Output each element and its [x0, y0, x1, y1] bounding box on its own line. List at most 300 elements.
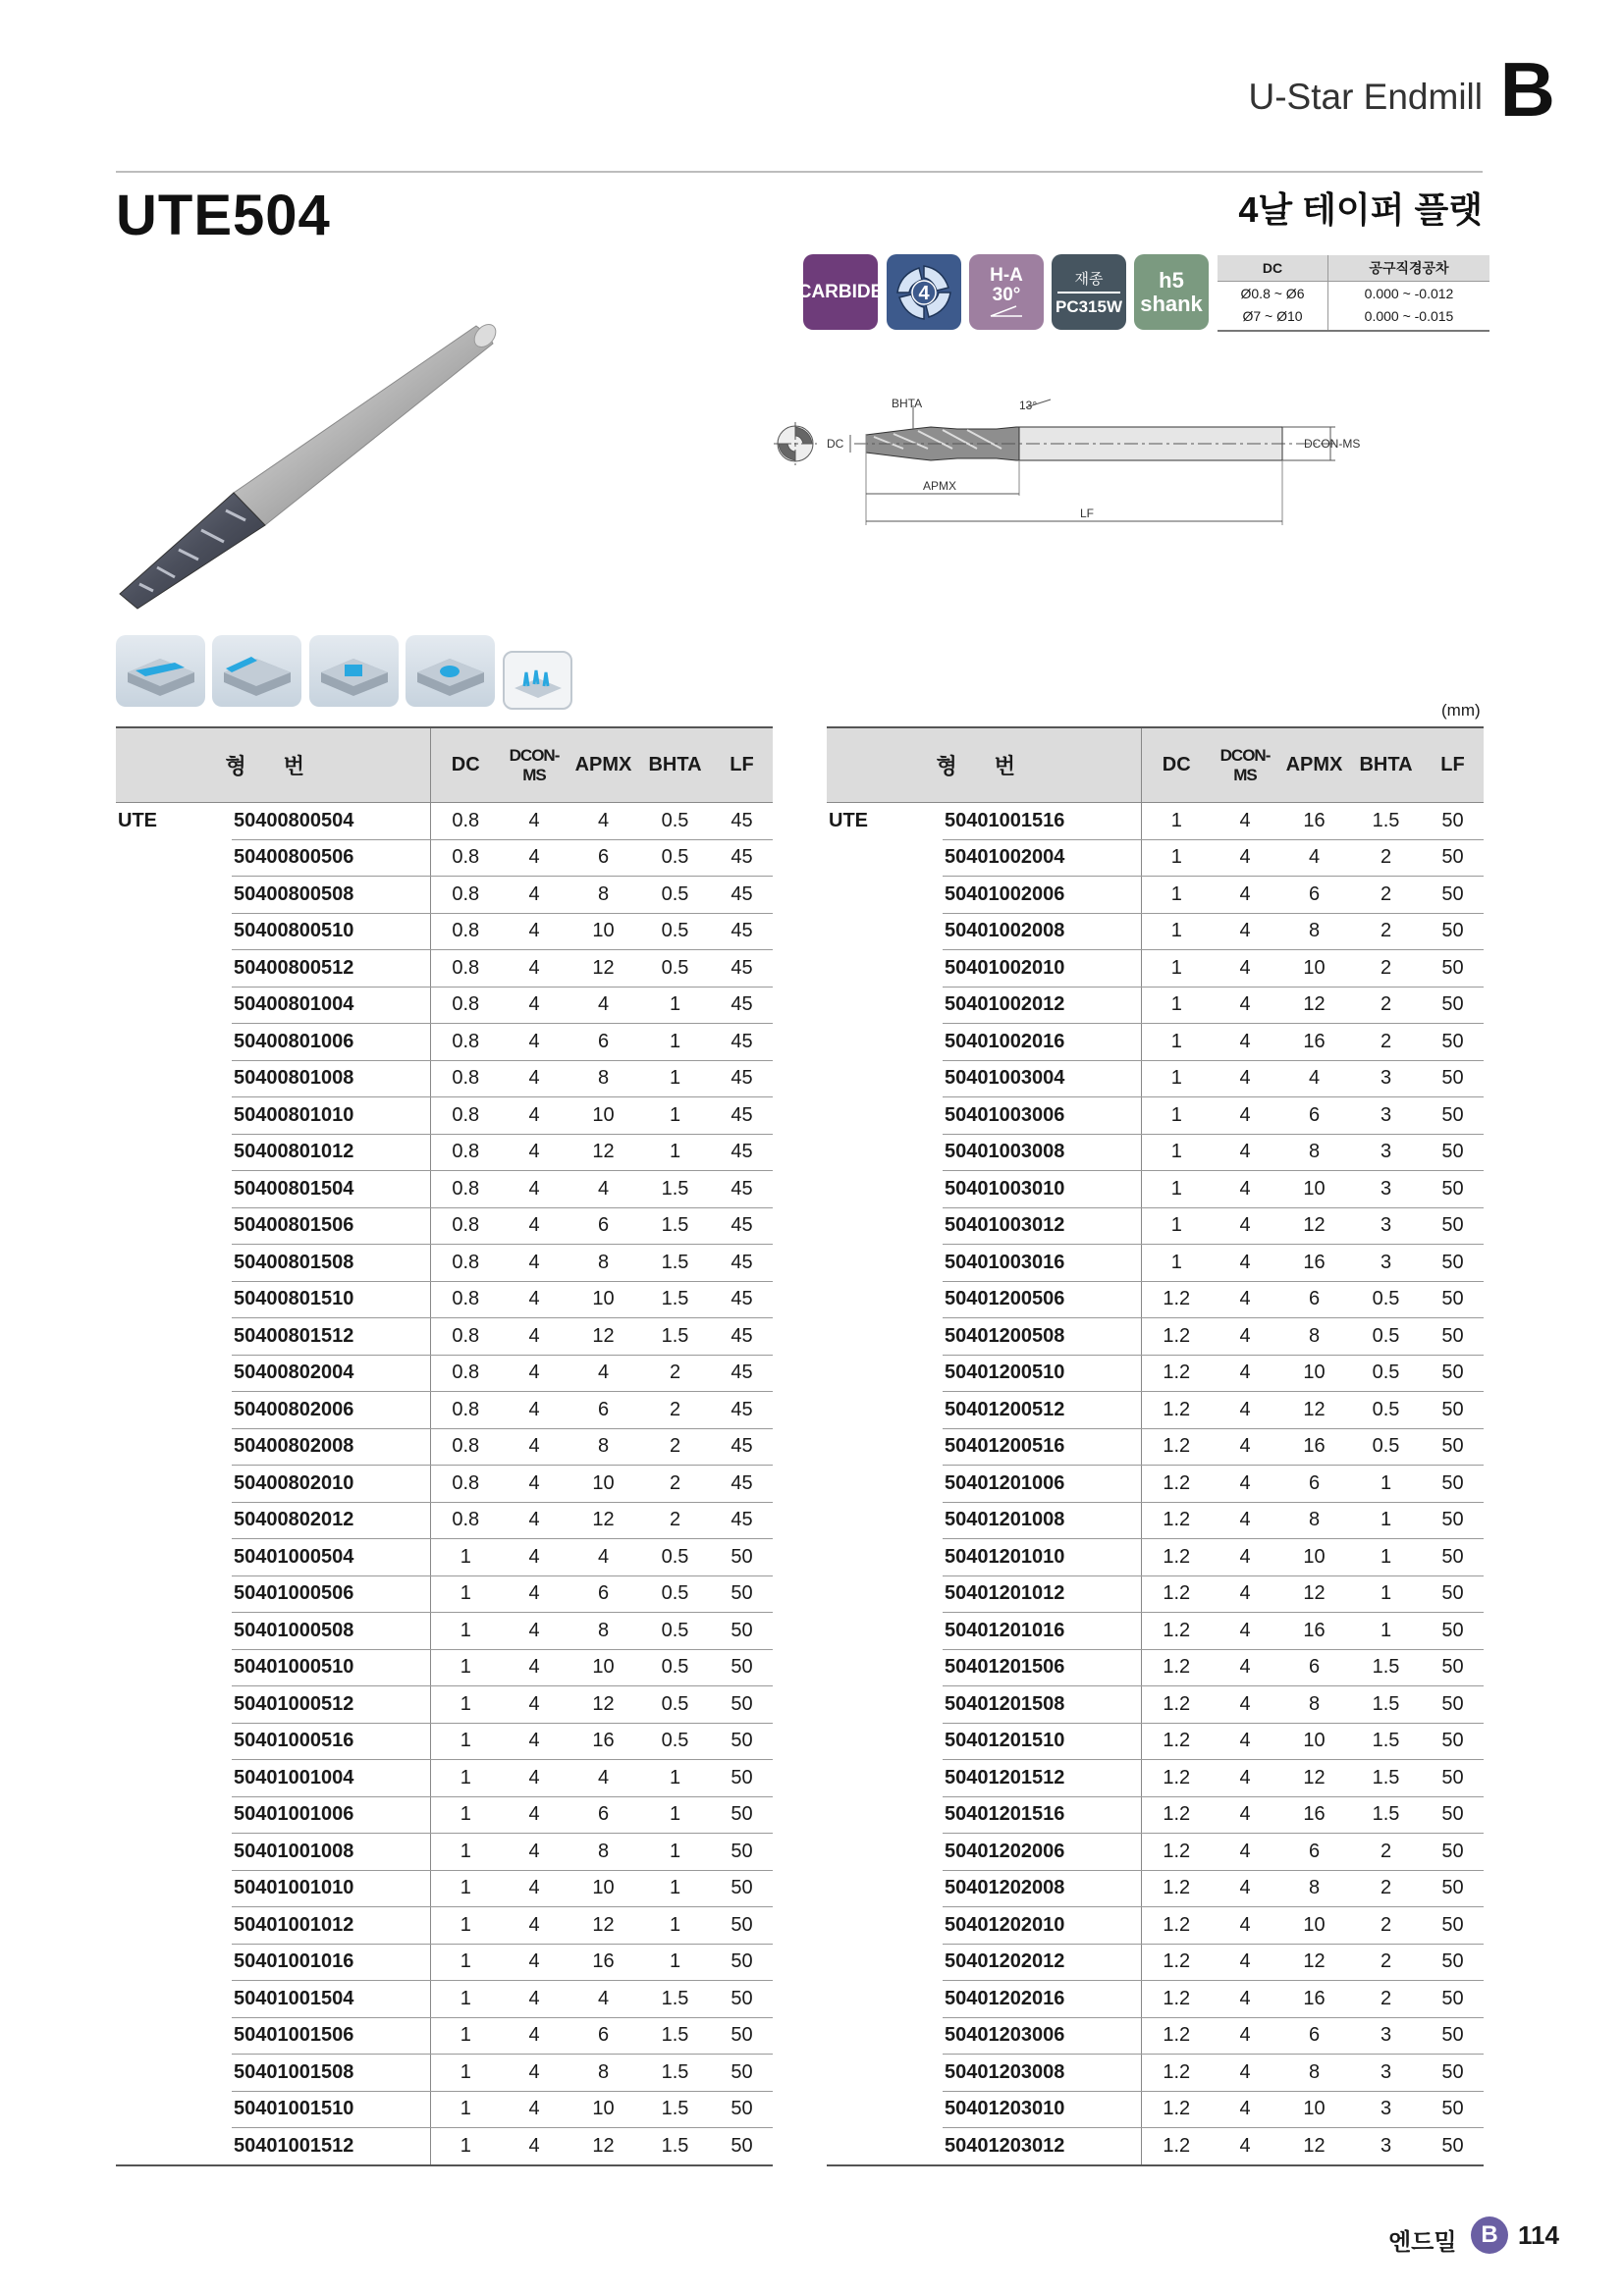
- code-cell: 50401003016: [943, 1245, 1141, 1282]
- code-cell: 50400802012: [232, 1502, 430, 1539]
- lf-cell: 50: [1422, 2017, 1484, 2055]
- dc-cell: 0.8: [430, 1318, 501, 1356]
- apmx-label: APMX: [923, 479, 957, 493]
- code-cell: 50401201516: [943, 1796, 1141, 1834]
- lf-cell: 50: [711, 2128, 773, 2165]
- code-cell: 50401201006: [943, 1466, 1141, 1503]
- table-row: [116, 913, 773, 950]
- dc-cell: 1: [1141, 1171, 1212, 1208]
- code-cell: 50400801504: [232, 1171, 430, 1208]
- dc-cell: 1: [430, 2128, 501, 2165]
- code-cell: 50401202008: [943, 1870, 1141, 1907]
- helix-label: H-A: [990, 264, 1023, 286]
- series-cell: [116, 2017, 232, 2055]
- dc-cell: 1.2: [1141, 1281, 1212, 1318]
- tolerance-header-range: 공구직경공차: [1328, 255, 1490, 282]
- bhta-cell: 2: [1350, 1907, 1422, 1945]
- apmx-cell: 4: [568, 987, 639, 1024]
- shank-label: shank: [1140, 291, 1203, 316]
- apmx-cell: 8: [1278, 1870, 1350, 1907]
- coating-grade-badge: [1052, 254, 1126, 330]
- bhta-cell: 0.5: [1350, 1318, 1422, 1356]
- bhta-cell: 1.5: [639, 2017, 711, 2055]
- lf-cell: 45: [711, 1392, 773, 1429]
- bhta-cell: 2: [1350, 1834, 1422, 1871]
- lf-cell: 45: [711, 839, 773, 877]
- series-cell: [827, 1097, 943, 1135]
- apmx-cell: 12: [568, 1134, 639, 1171]
- lf-cell: 50: [711, 1907, 773, 1945]
- bhta-cell: 1.5: [1350, 1723, 1422, 1760]
- lf-cell: 45: [711, 987, 773, 1024]
- dc-cell: 1.2: [1141, 1834, 1212, 1871]
- dcon-cell: 4: [1212, 1245, 1278, 1282]
- lf-cell: 50: [711, 2055, 773, 2092]
- bhta-cell: 1.5: [1350, 1796, 1422, 1834]
- apmx-cell: 6: [568, 1796, 639, 1834]
- table-row: [827, 1870, 1484, 1907]
- bhta-cell: 1: [639, 1760, 711, 1797]
- table-row: [827, 1171, 1484, 1208]
- apmx-cell: 8: [568, 1060, 639, 1097]
- series-cell: [827, 1245, 943, 1282]
- code-cell: 50400800506: [232, 839, 430, 877]
- code-cell: 50401002006: [943, 877, 1141, 914]
- series-cell: [116, 1318, 232, 1356]
- code-cell: 50401201012: [943, 1575, 1141, 1613]
- series-cell: [827, 1539, 943, 1576]
- code-cell: 50401001510: [232, 2091, 430, 2128]
- table-row: [116, 1944, 773, 1981]
- dc-cell: 1: [430, 1649, 501, 1686]
- bhta-cell: 2: [1350, 987, 1422, 1024]
- series-cell: [116, 1796, 232, 1834]
- dcon-cell: 4: [1212, 1649, 1278, 1686]
- series-cell: [116, 1870, 232, 1907]
- code-cell: 50401002012: [943, 987, 1141, 1024]
- lf-cell: 50: [711, 2017, 773, 2055]
- code-cell: 50401001504: [232, 1981, 430, 2018]
- dcon-cell: 4: [501, 1723, 568, 1760]
- pocket-icon: [309, 635, 399, 707]
- code-cell: 50401201008: [943, 1502, 1141, 1539]
- lf-cell: 50: [711, 1649, 773, 1686]
- lf-cell: 50: [1422, 1686, 1484, 1724]
- dc-cell: 1.2: [1141, 1318, 1212, 1356]
- code-cell: 50400801004: [232, 987, 430, 1024]
- dc-cell: 1.2: [1141, 1392, 1212, 1429]
- dcon-cell: 4: [1212, 987, 1278, 1024]
- series-cell: [116, 1392, 232, 1429]
- table-row: [116, 1539, 773, 1576]
- series-cell: [116, 1686, 232, 1724]
- code-cell: 50401200512: [943, 1392, 1141, 1429]
- dcon-cell: 4: [501, 1502, 568, 1539]
- dc-cell: 0.8: [430, 1355, 501, 1392]
- bhta-cell: 0.5: [639, 877, 711, 914]
- apmx-cell: 4: [568, 1171, 639, 1208]
- lf-cell: 45: [711, 1502, 773, 1539]
- dc-cell: 0.8: [430, 1060, 501, 1097]
- lf-cell: 50: [1422, 1723, 1484, 1760]
- series-cell: [116, 987, 232, 1024]
- code-cell: 50401202012: [943, 1944, 1141, 1981]
- table-row: [116, 1024, 773, 1061]
- dcon-cell: 4: [501, 1134, 568, 1171]
- lf-cell: 50: [711, 2091, 773, 2128]
- dc-cell: 1: [1141, 1245, 1212, 1282]
- product-subtitle: 4날 테이퍼 플랫: [1238, 189, 1483, 230]
- dc-cell: 1: [1141, 1207, 1212, 1245]
- code-cell: 50400801510: [232, 1281, 430, 1318]
- series-cell: [116, 877, 232, 914]
- code-cell: 50401202006: [943, 1834, 1141, 1871]
- bhta-cell: 0.5: [639, 1613, 711, 1650]
- apmx-cell: 6: [568, 1392, 639, 1429]
- table-row: [827, 1060, 1484, 1097]
- endmill-image: [108, 314, 511, 618]
- series-cell: [116, 1575, 232, 1613]
- apmx-cell: 16: [568, 1944, 639, 1981]
- apmx-cell: 8: [1278, 2055, 1350, 2092]
- series-cell: [116, 839, 232, 877]
- apmx-cell: 12: [568, 1907, 639, 1945]
- lf-cell: 50: [1422, 2128, 1484, 2165]
- dcon-cell: 4: [501, 1944, 568, 1981]
- end-view: [774, 422, 817, 465]
- code-cell: 50401000516: [232, 1723, 430, 1760]
- dcon-cell: 4: [501, 1392, 568, 1429]
- bhta-cell: 2: [1350, 839, 1422, 877]
- lf-cell: 50: [1422, 1428, 1484, 1466]
- section-letter: B: [1499, 46, 1555, 133]
- dc-cell: 1: [430, 1760, 501, 1797]
- dcon-cell: 4: [1212, 1907, 1278, 1945]
- header-model: 형 번: [827, 727, 1141, 803]
- table-row: [116, 877, 773, 914]
- dc-cell: 1: [430, 1870, 501, 1907]
- code-cell: 50400801506: [232, 1207, 430, 1245]
- table-row: [116, 2128, 773, 2165]
- apmx-cell: 4: [568, 803, 639, 840]
- bhta-cell: 1: [639, 987, 711, 1024]
- lf-cell: 50: [711, 1539, 773, 1576]
- dc-label: DC: [827, 437, 844, 451]
- apmx-cell: 12: [1278, 1944, 1350, 1981]
- series-cell: [827, 1428, 943, 1466]
- series-cell: [827, 1355, 943, 1392]
- dimension-drawing: [766, 388, 1394, 564]
- series-cell: [116, 913, 232, 950]
- series-cell: [116, 1723, 232, 1760]
- dcon-cell: 4: [501, 1024, 568, 1061]
- apmx-cell: 12: [1278, 987, 1350, 1024]
- bhta-cell: 1.5: [639, 1245, 711, 1282]
- table-row: [827, 1539, 1484, 1576]
- series-title: U-Star Endmill: [1248, 77, 1483, 117]
- header-dcon: DCON-MS: [501, 727, 568, 803]
- spec-table-right: [827, 726, 1484, 2166]
- dc-cell: 1: [430, 2055, 501, 2092]
- lf-cell: 50: [1422, 1466, 1484, 1503]
- dcon-cell: 4: [501, 1539, 568, 1576]
- series-cell: [827, 1760, 943, 1797]
- lf-cell: 45: [711, 950, 773, 988]
- dcon-cell: 4: [501, 1981, 568, 2018]
- apmx-cell: 12: [1278, 1392, 1350, 1429]
- bhta-cell: 0.5: [1350, 1428, 1422, 1466]
- apmx-cell: 6: [1278, 1466, 1350, 1503]
- series-cell: [827, 1207, 943, 1245]
- dc-cell: 1.2: [1141, 1613, 1212, 1650]
- bhta-cell: 2: [1350, 950, 1422, 988]
- code-cell: 50400802004: [232, 1355, 430, 1392]
- apmx-cell: 8: [568, 1428, 639, 1466]
- table-row: [827, 877, 1484, 914]
- dc-cell: 0.8: [430, 1392, 501, 1429]
- bhta-cell: 1.5: [1350, 1686, 1422, 1724]
- dcon-cell: 4: [1212, 1281, 1278, 1318]
- apmx-cell: 16: [568, 1723, 639, 1760]
- code-cell: 50401002010: [943, 950, 1141, 988]
- bhta-cell: 1.5: [639, 1171, 711, 1208]
- apmx-cell: 12: [1278, 1760, 1350, 1797]
- table-row: [116, 1870, 773, 1907]
- dcon-cell: 4: [501, 1207, 568, 1245]
- code-cell: 50401203006: [943, 2017, 1141, 2055]
- angle-label: 13°: [1019, 399, 1038, 412]
- tolerance-value: 0.000 ~ -0.012: [1328, 282, 1490, 305]
- lf-cell: 50: [1422, 1097, 1484, 1135]
- code-cell: 50401200510: [943, 1355, 1141, 1392]
- apmx-cell: 10: [568, 1649, 639, 1686]
- series-cell: [827, 2017, 943, 2055]
- lf-cell: 45: [711, 877, 773, 914]
- apmx-cell: 6: [568, 839, 639, 877]
- table-row: [116, 2055, 773, 2092]
- bhta-cell: 2: [639, 1355, 711, 1392]
- dcon-cell: 4: [501, 1870, 568, 1907]
- table-row: [827, 1575, 1484, 1613]
- apmx-cell: 4: [568, 1760, 639, 1797]
- apmx-cell: 16: [1278, 803, 1350, 840]
- series-cell: [116, 1097, 232, 1135]
- dcon-cell: 4: [1212, 1318, 1278, 1356]
- dc-cell: 0.8: [430, 1281, 501, 1318]
- lf-cell: 50: [711, 1944, 773, 1981]
- table-row: [827, 1981, 1484, 2018]
- dcon-cell: 4: [501, 1171, 568, 1208]
- footer-category: 엔드밀: [1388, 2229, 1457, 2256]
- dc-cell: 1.2: [1141, 2017, 1212, 2055]
- plunge-icon: [406, 635, 495, 707]
- table-row: [116, 1575, 773, 1613]
- series-cell: [827, 950, 943, 988]
- bhta-cell: 3: [1350, 1245, 1422, 1282]
- dcon-cell: 4: [501, 1245, 568, 1282]
- lf-cell: 50: [1422, 1834, 1484, 1871]
- dcon-cell: 4: [501, 2017, 568, 2055]
- dcon-cell: 4: [1212, 913, 1278, 950]
- code-cell: 50400800512: [232, 950, 430, 988]
- dcon-cell: 4: [1212, 950, 1278, 988]
- dc-cell: 0.8: [430, 1245, 501, 1282]
- apmx-cell: 8: [568, 2055, 639, 2092]
- dcon-cell: 4: [1212, 1060, 1278, 1097]
- table-row: [116, 950, 773, 988]
- bhta-cell: 3: [1350, 1060, 1422, 1097]
- series-cell: [827, 1318, 943, 1356]
- header-lf: LF: [1422, 727, 1484, 803]
- dc-cell: 0.8: [430, 1171, 501, 1208]
- dc-cell: 1.2: [1141, 1502, 1212, 1539]
- code-cell: 50400801012: [232, 1134, 430, 1171]
- series-cell: [116, 2055, 232, 2092]
- product-model: UTE504: [116, 184, 331, 247]
- dc-cell: 1.2: [1141, 1466, 1212, 1503]
- dc-cell: 1.2: [1141, 1649, 1212, 1686]
- code-cell: 50401003010: [943, 1171, 1141, 1208]
- table-row: [116, 1686, 773, 1724]
- dc-cell: 1: [430, 1575, 501, 1613]
- apmx-cell: 10: [1278, 1539, 1350, 1576]
- page-number: 114: [1518, 2220, 1559, 2250]
- dc-cell: 1: [430, 1944, 501, 1981]
- dcon-cell: 4: [1212, 1834, 1278, 1871]
- lf-cell: 50: [1422, 1355, 1484, 1392]
- lf-cell: 45: [711, 1428, 773, 1466]
- table-row: [827, 1613, 1484, 1650]
- table-row: [827, 1207, 1484, 1245]
- dcon-cell: 4: [1212, 1502, 1278, 1539]
- apmx-cell: 12: [568, 1502, 639, 1539]
- table-row: [827, 1944, 1484, 1981]
- header-apmx: APMX: [1278, 727, 1350, 803]
- code-cell: 50401001010: [232, 1870, 430, 1907]
- bhta-cell: 2: [1350, 1024, 1422, 1061]
- code-cell: 50401201010: [943, 1539, 1141, 1576]
- apmx-cell: 8: [568, 877, 639, 914]
- dc-cell: 1.2: [1141, 1944, 1212, 1981]
- units-label: (mm): [1441, 701, 1481, 720]
- side-milling-icon: [212, 635, 301, 707]
- carbide-badge: [797, 254, 884, 330]
- series-cell: [827, 839, 943, 877]
- apmx-cell: 4: [568, 1981, 639, 2018]
- apmx-cell: 6: [568, 1207, 639, 1245]
- table-row: [827, 1502, 1484, 1539]
- series-cell: [827, 2055, 943, 2092]
- bhta-cell: 2: [1350, 1981, 1422, 2018]
- bhta-cell: 2: [639, 1428, 711, 1466]
- table-row: [827, 1318, 1484, 1356]
- code-cell: 50400800508: [232, 877, 430, 914]
- series-cell: UTE: [829, 810, 868, 831]
- table-row: [116, 2091, 773, 2128]
- bhta-cell: 1.5: [639, 1281, 711, 1318]
- series-cell: [116, 1907, 232, 1945]
- bhta-cell: 1: [1350, 1539, 1422, 1576]
- bhta-cell: 3: [1350, 1207, 1422, 1245]
- series-cell: [827, 1907, 943, 1945]
- lf-cell: 50: [1422, 803, 1484, 840]
- bhta-cell: 1: [639, 1907, 711, 1945]
- flute-count: 4: [918, 282, 930, 304]
- apmx-cell: 4: [568, 1355, 639, 1392]
- dc-cell: 0.8: [430, 803, 501, 840]
- lf-cell: 50: [1422, 1024, 1484, 1061]
- table-row: [116, 1723, 773, 1760]
- series-cell: [827, 1981, 943, 2018]
- series-cell: [827, 1060, 943, 1097]
- tolerance-dc: Ø7 ~ Ø10: [1218, 304, 1328, 331]
- lf-cell: 45: [711, 1207, 773, 1245]
- lf-cell: 50: [1422, 1502, 1484, 1539]
- series-cell: [827, 2128, 943, 2165]
- apmx-cell: 8: [1278, 1502, 1350, 1539]
- series-cell: [116, 1245, 232, 1282]
- lf-cell: 50: [1422, 1245, 1484, 1282]
- bhta-cell: 1: [1350, 1575, 1422, 1613]
- apmx-cell: 12: [1278, 1575, 1350, 1613]
- bhta-cell: 1: [1350, 1466, 1422, 1503]
- series-cell: [827, 1796, 943, 1834]
- tolerance-dc: Ø0.8 ~ Ø6: [1240, 286, 1305, 301]
- series-cell: [116, 1760, 232, 1797]
- table-row: [116, 1097, 773, 1135]
- slotting-icon: [116, 635, 205, 707]
- series-cell: [827, 1502, 943, 1539]
- bhta-cell: 1: [639, 1796, 711, 1834]
- table-row: [116, 1649, 773, 1686]
- bhta-cell: 1: [639, 1834, 711, 1871]
- table-row: [827, 1834, 1484, 1871]
- table-row: [116, 1796, 773, 1834]
- table-row: [827, 1134, 1484, 1171]
- bhta-cell: 0.5: [639, 1686, 711, 1724]
- dcon-cell: 4: [501, 1907, 568, 1945]
- dcon-cell: 4: [501, 1796, 568, 1834]
- table-row: [116, 1245, 773, 1282]
- table-row: [116, 1281, 773, 1318]
- code-cell: 50401001506: [232, 2017, 430, 2055]
- code-cell: 50401001004: [232, 1760, 430, 1797]
- lf-cell: 50: [1422, 950, 1484, 988]
- apmx-cell: 10: [568, 1097, 639, 1135]
- series-cell: [116, 1502, 232, 1539]
- lf-cell: 50: [711, 1723, 773, 1760]
- dc-cell: 1: [1141, 913, 1212, 950]
- lf-cell: 50: [711, 1686, 773, 1724]
- dc-cell: 1: [430, 1981, 501, 2018]
- code-cell: 50401200508: [943, 1318, 1141, 1356]
- header-apmx: APMX: [568, 727, 639, 803]
- code-cell: 50400802010: [232, 1466, 430, 1503]
- series-cell: [827, 1281, 943, 1318]
- code-cell: 50401203012: [943, 2128, 1141, 2165]
- code-cell: 50401201512: [943, 1760, 1141, 1797]
- dc-cell: 0.8: [430, 1502, 501, 1539]
- dcon-cell: 4: [501, 2091, 568, 2128]
- series-cell: [116, 1539, 232, 1576]
- bhta-cell: 1.5: [1350, 1760, 1422, 1797]
- dcon-cell: 4: [501, 1318, 568, 1356]
- dcon-cell: 4: [1212, 1686, 1278, 1724]
- series-cell: [827, 1392, 943, 1429]
- table-row: [827, 1686, 1484, 1724]
- bhta-cell: 1: [1350, 1502, 1422, 1539]
- table-row: [116, 1613, 773, 1650]
